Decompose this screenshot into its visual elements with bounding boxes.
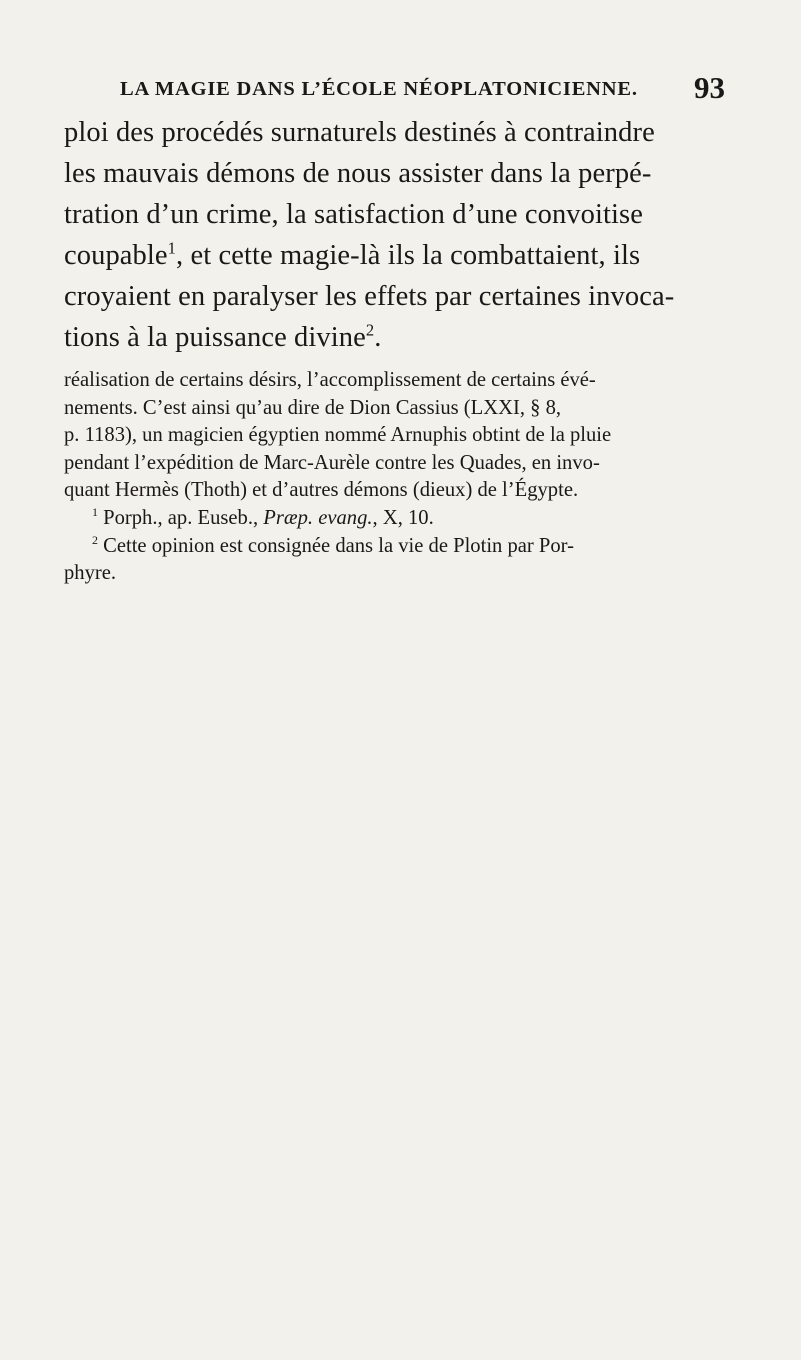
footnote-italic-title: Præp. evang. bbox=[263, 506, 373, 529]
footnote-text: , X, 10. bbox=[372, 506, 434, 529]
text-line: tration d’un crime, la satisfaction d’une convoitise bbox=[64, 199, 643, 230]
footnote-ref-2: 2 bbox=[365, 320, 375, 340]
text-run: tions à la puissance divine bbox=[64, 322, 366, 353]
footnote-marker: 2 bbox=[92, 532, 98, 547]
running-head bbox=[120, 70, 725, 110]
footnote-continuation-line: quant Hermès (Thoth) et d’autres démons (dieux) de l’Égypte. bbox=[64, 479, 579, 502]
text-run: coupable bbox=[64, 240, 168, 271]
text-run: . bbox=[374, 322, 382, 353]
footnote-2-continuation: phyre. bbox=[64, 562, 117, 585]
text-line: les mauvais démons de nous assister dans la perpé- bbox=[64, 158, 652, 189]
footnote-continuation-line: nements. C’est ainsi qu’au dire de Dion Cassius (LXXI, § 8, bbox=[64, 396, 562, 419]
text-line bbox=[64, 235, 744, 276]
footnote-2 bbox=[64, 533, 744, 561]
text-line bbox=[64, 317, 744, 358]
text-run: , et cette magie-là ils la combattaient, ils bbox=[176, 240, 641, 271]
footnote-continuation-line: p. 1183), un magicien égyptien nommé Arnuphis obtint de la pluie bbox=[64, 424, 612, 447]
main-text bbox=[64, 112, 744, 358]
footnote-marker: 1 bbox=[92, 505, 98, 520]
running-head-title: LA MAGIE DANS L’ÉCOLE NÉOPLATONICIENNE. bbox=[120, 78, 638, 100]
footnote-text: Cette opinion est consignée dans la vie de Plotin par Por- bbox=[97, 534, 574, 557]
text-line: croyaient en paralyser les effets par certaines invoca- bbox=[64, 281, 675, 312]
text-line: ploi des procédés surnaturels destinés à contraindre bbox=[64, 117, 655, 148]
page-number: 93 bbox=[694, 70, 725, 105]
footnote-continuation-line: pendant l’expédition de Marc-Aurèle contre les Quades, en invo- bbox=[64, 451, 600, 474]
footnote-text: Porph., ap. Euseb., bbox=[97, 506, 264, 529]
footnote-1 bbox=[64, 505, 744, 533]
footnotes bbox=[64, 367, 744, 588]
footnote-ref-1: 1 bbox=[167, 238, 177, 258]
footnote-continuation-line: réalisation de certains désirs, l’accomplissement de certains évé- bbox=[64, 369, 596, 391]
